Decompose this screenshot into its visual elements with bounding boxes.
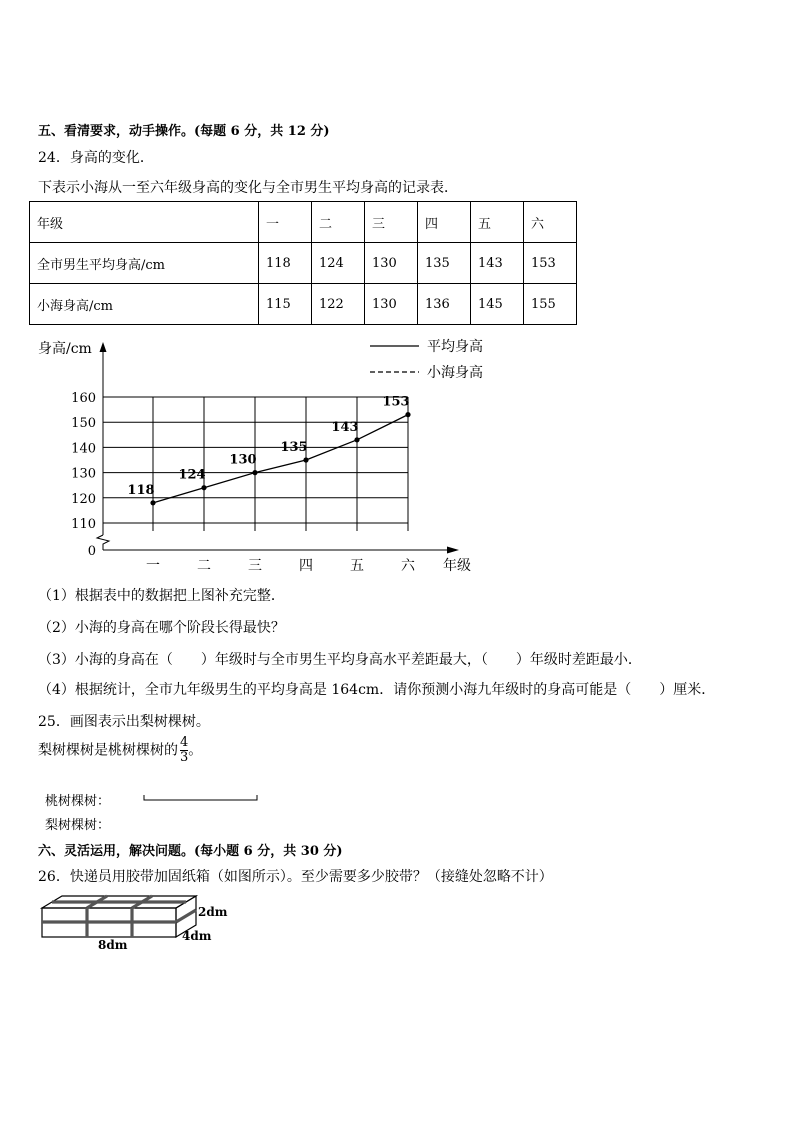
question-25-text-end: 。: [188, 742, 203, 759]
x-tick-label: 四: [299, 558, 313, 574]
x-tick-label: 一: [146, 558, 160, 574]
table-row: [30, 243, 577, 284]
table-cell: 135: [418, 243, 471, 284]
table-header-cell: 五: [471, 202, 524, 243]
question-26-text: 26．快递员用胶带加固纸箱（如图所示）。至少需要多少胶带？（接缝处忽略不计）: [38, 869, 553, 885]
box-height-label: 2dm: [198, 905, 228, 919]
x-tick-label: 五: [350, 558, 364, 574]
data-point: [252, 470, 257, 475]
table-cell: 122: [312, 284, 365, 325]
data-point: [201, 485, 206, 490]
y-tick-label: 150: [71, 416, 96, 432]
data-label: 135: [280, 440, 308, 455]
table-cell: 124: [312, 243, 365, 284]
peach-tree-bar: [140, 792, 262, 804]
table-cell: 全市男生平均身高/cm: [30, 243, 259, 284]
question-24-intro: 下表示小海从一至六年级身高的变化与全市男生平均身高的记录表．: [38, 180, 458, 196]
question-25-text-main: 梨树棵树是桃树棵树的: [38, 742, 178, 759]
table-cell: 145: [471, 284, 524, 325]
table-cell: 136: [418, 284, 471, 325]
question-24-part-4: （4）根据统计，全市九年级男生的平均身高是 164cm．请你预测小海九年级时的身高可能是（ ）厘米．: [38, 682, 716, 698]
section-six-title: 六、灵活运用，解决问题。(每小题 6 分，共 30 分): [38, 844, 343, 859]
tape-strips: [42, 896, 196, 937]
box-length-label: 8dm: [98, 938, 128, 952]
section-five-title: 五、看清要求，动手操作。(每题 6 分，共 12 分): [38, 124, 330, 139]
table-cell: 143: [471, 243, 524, 284]
table-cell: 153: [524, 243, 577, 284]
x-tick-label: 三: [248, 558, 262, 574]
data-label: 130: [229, 452, 257, 468]
y-tick-label: 110: [71, 517, 96, 532]
x-axis-label: 年级: [443, 558, 471, 574]
peach-tree-label: 桃树棵树：: [45, 794, 111, 809]
table-cell: 130: [365, 243, 418, 284]
y-axis-label: 身高/cm: [38, 341, 92, 357]
y-tick-label: 140: [71, 441, 96, 457]
question-24-part-2: （2）小海的身高在哪个阶段长得最快？: [38, 620, 285, 636]
fraction-denominator: 3: [180, 750, 189, 765]
y-tick-label: 160: [71, 391, 96, 406]
data-label: 124: [178, 467, 206, 483]
y-tick-label: 120: [71, 491, 96, 507]
table-cell: 115: [259, 284, 312, 325]
question-25-text: [38, 736, 202, 765]
axis-break-mark: [97, 535, 109, 550]
table-cell: 130: [365, 284, 418, 325]
fraction-numerator: 4: [180, 735, 189, 750]
data-point: [150, 500, 155, 505]
series-line: [153, 415, 408, 503]
data-point: [303, 457, 308, 462]
box-width-label: 4dm: [182, 929, 212, 943]
x-tick-label: 二: [197, 558, 211, 574]
data-label: 153: [382, 394, 410, 410]
height-line-chart: [0, 330, 794, 580]
data-point: [354, 437, 359, 442]
table-header-cell: 年级: [30, 202, 259, 243]
question-24-title: 24．身高的变化．: [38, 150, 154, 166]
peach-bar-line: [144, 795, 257, 800]
taped-box-figure: [36, 892, 236, 952]
table-header-cell: 四: [418, 202, 471, 243]
table-header-cell: 一: [259, 202, 312, 243]
table-row: [30, 284, 577, 325]
table-header-cell: 三: [365, 202, 418, 243]
y-tick-label: 0: [87, 544, 96, 559]
data-label: 118: [127, 482, 155, 498]
legend-label: 小海身高: [427, 365, 483, 381]
data-label: 143: [331, 419, 359, 435]
table-header-cell: 二: [312, 202, 365, 243]
x-axis-arrow: [447, 547, 459, 554]
table-cell: 118: [259, 243, 312, 284]
question-25-title: 25．画图表示出梨树棵树。: [38, 714, 210, 730]
x-tick-label: 六: [401, 558, 415, 574]
data-point: [405, 412, 410, 417]
question-24-part-1: （1）根据表中的数据把上图补充完整．: [38, 588, 285, 604]
legend-label: 平均身高: [427, 339, 483, 355]
table-header-row: [30, 202, 577, 243]
y-axis-arrow: [100, 342, 107, 352]
table-cell: 155: [524, 284, 577, 325]
y-tick-label: 130: [71, 466, 96, 482]
table-cell: 小海身高/cm: [30, 284, 259, 325]
height-record-table: [29, 201, 577, 325]
table-header-cell: 六: [524, 202, 577, 243]
question-24-part-3: （3）小海的身高在（ ）年级时与全市男生平均身高水平差距最大，（ ）年级时差距最小．: [38, 652, 642, 668]
pear-tree-label: 梨树棵树：: [45, 818, 111, 833]
